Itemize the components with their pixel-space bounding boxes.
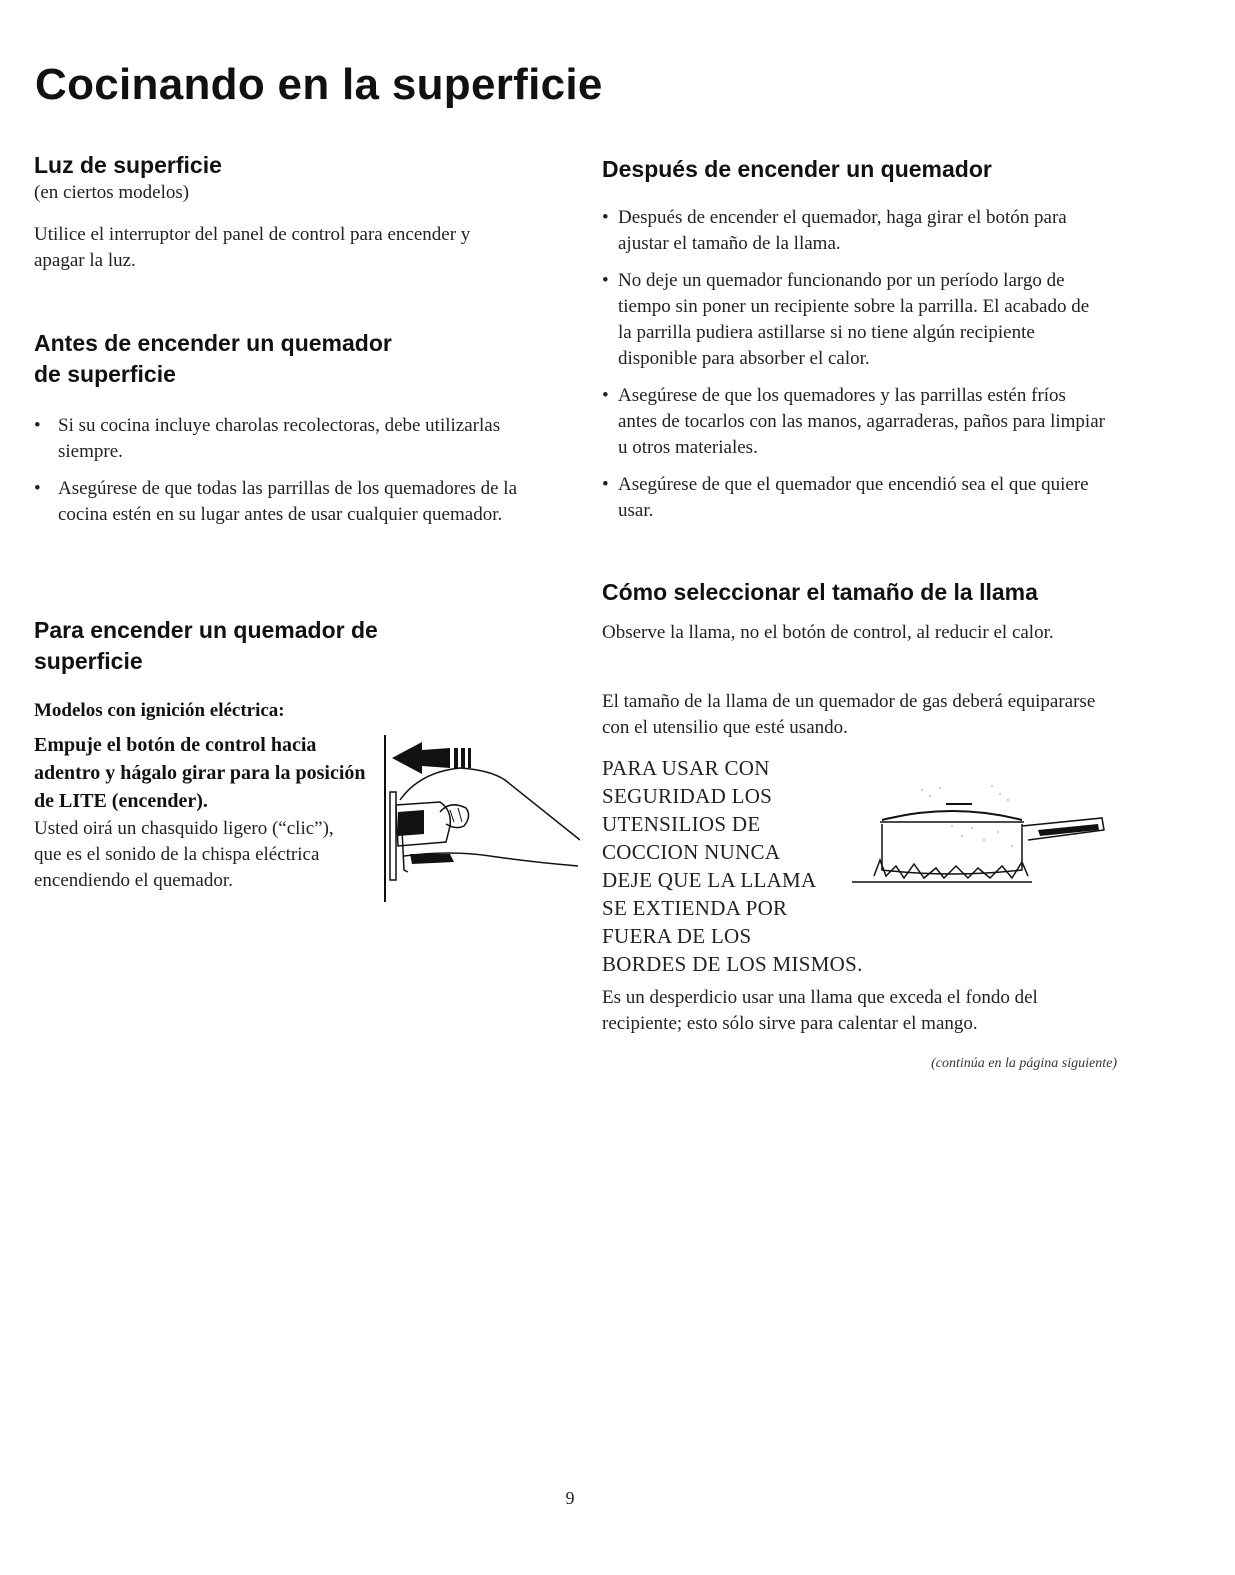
models-label: Modelos con ignición eléctrica:	[34, 700, 285, 721]
warning-line: FUERA DE LOS	[602, 924, 752, 948]
antes-heading-line1: Antes de encender un quemador	[34, 330, 392, 356]
para-heading	[34, 615, 554, 677]
list-item	[602, 205, 1107, 257]
bullet-icon: •	[34, 478, 41, 499]
warning-line: SEGURIDAD LOS	[602, 784, 773, 808]
bullet-text: Asegúrese de que todas las parrillas de los quemadores de la cocina estén en su lugar antes de usar cualquier quemador.	[58, 478, 518, 525]
bullet-icon: •	[602, 385, 609, 406]
como-para2: El tamaño de la llama de un quemador de gas deberá equipararse con el utensilio que esté usando.	[602, 691, 1096, 738]
antes-heading-line2: de superficie	[34, 361, 176, 387]
list-item	[602, 472, 1107, 524]
antes-bullet-list	[34, 413, 544, 539]
bullet-text: Asegúrese de que los quemadores y las parrillas estén fríos antes de tocarlos con las manos, agarraderas, paños para limpiar u otros materiales.	[618, 385, 1105, 458]
page-title: Cocinando en la superficie	[35, 60, 603, 109]
warning-line: DEJE QUE LA LLAMA	[602, 868, 817, 892]
como-para3: Es un desperdicio usar una llama que exceda el fondo del recipiente; esto sólo sirve para calentar el mango.	[602, 987, 1038, 1034]
antes-heading	[34, 328, 554, 390]
como-heading: Cómo seleccionar el tamaño de la llama	[602, 579, 1038, 605]
bullet-text: Si su cocina incluye charolas recolectoras, debe utilizarlas siempre.	[58, 415, 501, 462]
ignition-instruction: Empuje el botón de control hacia adentro y hágalo girar para la posición de LITE (encender).	[34, 734, 366, 812]
pot-on-flame-illustration	[852, 780, 1112, 890]
luz-heading: Luz de superficie	[34, 152, 222, 178]
warning-line: BORDES DE LOS MISMOS.	[602, 952, 863, 976]
para-heading-line2: superficie	[34, 648, 143, 674]
despues-heading: Después de encender un quemador	[602, 156, 992, 182]
warning-line: COCCION NUNCA	[602, 840, 781, 864]
como-para1: Observe la llama, no el botón de control, al reducir el calor.	[602, 622, 1054, 643]
bullet-icon: •	[602, 270, 609, 291]
luz-body: Utilice el interruptor del panel de control para encender y apagar la luz.	[34, 224, 471, 271]
bullet-icon: •	[602, 474, 609, 495]
list-item	[602, 268, 1107, 372]
warning-line: PARA USAR CON	[602, 756, 770, 780]
ignition-body: Usted oirá un chasquido ligero (“clic”), que es el sonido de la chispa eléctrica encendiendo el quemador.	[34, 818, 334, 891]
continued-note: (continúa en la página siguiente)	[931, 1056, 1117, 1071]
control-knob-illustration	[380, 730, 580, 905]
bullet-text: Asegúrese de que el quemador que encendió sea el que quiere usar.	[618, 474, 1089, 521]
warning-line: UTENSILIOS DE	[602, 812, 761, 836]
bullet-text: No deje un quemador funcionando por un período largo de tiempo sin poner un recipiente sobre la parrilla. El acabado de la parrilla pudiera astillarse si no tiene algún recipiente disponible para absorber el calor.	[618, 270, 1090, 369]
bullet-icon: •	[34, 415, 41, 436]
list-item	[602, 383, 1107, 461]
page-number: 9	[565, 1488, 575, 1508]
bullet-text: Después de encender el quemador, haga girar el botón para ajustar el tamaño de la llama.	[618, 207, 1067, 254]
warning-line: SE EXTIENDA POR	[602, 896, 788, 920]
para-heading-line1: Para encender un quemador de	[34, 617, 378, 643]
despues-bullet-list	[602, 205, 1107, 535]
luz-subheading: (en ciertos modelos)	[34, 182, 190, 203]
list-item	[34, 413, 544, 465]
bullet-icon: •	[602, 207, 609, 228]
list-item	[34, 476, 544, 528]
